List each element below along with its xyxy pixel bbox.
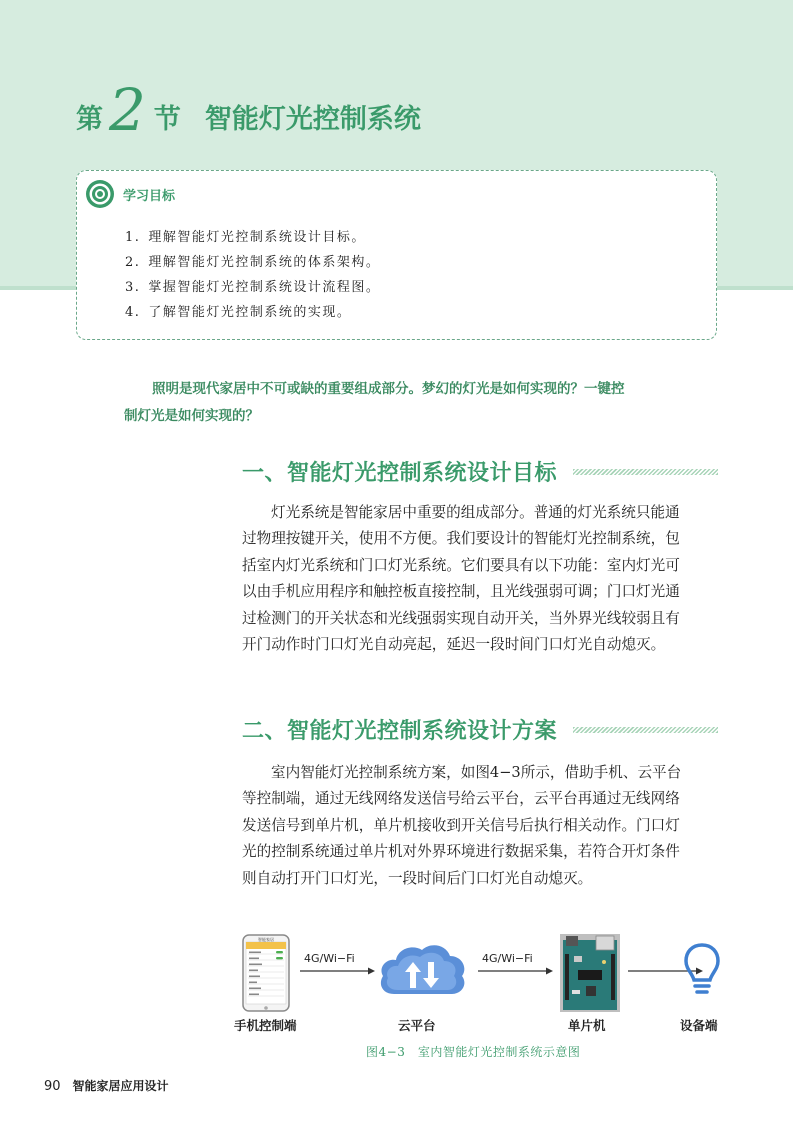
- section-number: 2: [109, 76, 146, 144]
- section-suffix: 节: [153, 104, 181, 135]
- intro-line-1: 照明是现代家居中不可或缺的重要组成部分。梦幻的灯光是如何实现的？一键控: [152, 381, 625, 397]
- objective-item: [125, 250, 380, 275]
- light-bulb-icon: [682, 942, 722, 1000]
- section2-heading: [242, 714, 718, 745]
- section-title: 智能灯光控制系统: [204, 104, 421, 135]
- objective-number: 2.: [125, 255, 141, 270]
- microcontroller-board-icon: [560, 934, 620, 1012]
- cloud-icon: [376, 942, 468, 1000]
- paragraph-line: 光的控制系统通过单片机对外界环境进行数据采集，若符合开灯条件: [242, 843, 680, 861]
- page-number: 90: [44, 1079, 61, 1094]
- objectives-list: [125, 225, 380, 325]
- system-diagram: [230, 930, 730, 1040]
- heading-rule: [573, 469, 718, 475]
- objective-item: [125, 275, 380, 300]
- paragraph-line: 过检测门的开关状态和光线强弱实现自动开关，当外界光线较弱且有: [242, 609, 680, 627]
- phone-icon: [242, 934, 290, 1012]
- objectives-header: [85, 179, 175, 209]
- paragraph-line: 灯光系统是智能家居中重要的组成部分。普通的灯光系统只能通: [271, 504, 680, 521]
- phone-screen-title: 智能家居: [258, 937, 274, 942]
- node-label-mcu: 单片机: [568, 1018, 606, 1033]
- heading-rule: [573, 727, 718, 733]
- arrow-phone-to-cloud: [298, 966, 376, 976]
- figure-caption: 图4−3 室内智能灯光控制系统示意图: [366, 1045, 581, 1059]
- objective-item: [125, 225, 380, 250]
- objective-number: 1.: [125, 230, 141, 245]
- objective-number: 4.: [125, 305, 141, 320]
- objective-item: [125, 300, 380, 325]
- paragraph-line: 则自动打开门口灯光，一段时间后门口灯光自动熄灭。: [242, 869, 593, 887]
- book-title: 智能家居应用设计: [72, 1079, 169, 1093]
- section2-heading-text: 二、智能灯光控制系统设计方案: [242, 719, 558, 744]
- objective-text: 理解智能灯光控制系统设计目标。: [148, 230, 366, 245]
- objectives-title: 学习目标: [123, 188, 176, 204]
- paragraph-line: 过物理按键开关，使用不方便。我们要设计的智能灯光控制系统，包: [242, 530, 680, 548]
- node-label-cloud: 云平台: [398, 1018, 436, 1033]
- objective-text: 了解智能灯光控制系统的实现。: [148, 305, 352, 320]
- arrow-cloud-to-mcu: [476, 966, 554, 976]
- page-footer: [44, 1077, 169, 1094]
- paragraph-line: 括室内灯光系统和门口灯光系统。它们要具有以下功能：室内灯光可: [242, 556, 680, 574]
- intro-line-2: 制灯光是如何实现的？: [124, 408, 259, 424]
- paragraph-line: 发送信号到单片机，单片机接收到开关信号后执行相关动作。门口灯: [242, 816, 680, 834]
- paragraph-line: 开门动作时门口灯光自动亮起，延迟一段时间门口灯光自动熄灭。: [242, 636, 666, 654]
- section2-paragraph: [242, 760, 718, 892]
- paragraph-line: 等控制端，通过无线网络发送信号给云平台，云平台再通过无线网络: [242, 790, 680, 808]
- page-title: [76, 76, 421, 144]
- link-label-cloud-mcu: 4G/Wi−Fi: [482, 952, 533, 965]
- section1-heading-text: 一、智能灯光控制系统设计目标: [242, 461, 558, 486]
- node-label-phone: 手机控制端: [234, 1018, 297, 1033]
- paragraph-line: 以由手机应用程序和触控板直接控制，且光线强弱可调；门口灯光通: [242, 583, 680, 601]
- objective-text: 掌握智能灯光控制系统设计流程图。: [148, 280, 381, 295]
- intro-paragraph: [124, 376, 684, 430]
- section-prefix: 第: [76, 104, 103, 135]
- link-label-phone-cloud: 4G/Wi−Fi: [304, 952, 355, 965]
- objective-text: 理解智能灯光控制系统的体系架构。: [148, 255, 381, 270]
- section1-paragraph: [242, 500, 718, 658]
- node-label-device: 设备端: [680, 1018, 718, 1033]
- section1-heading: [242, 456, 718, 487]
- paragraph-line: 室内智能灯光控制系统方案，如图4−3所示，借助手机、云平台: [271, 764, 682, 781]
- learning-objectives-box: [76, 170, 717, 340]
- target-icon: [85, 179, 115, 209]
- objective-number: 3.: [125, 280, 141, 295]
